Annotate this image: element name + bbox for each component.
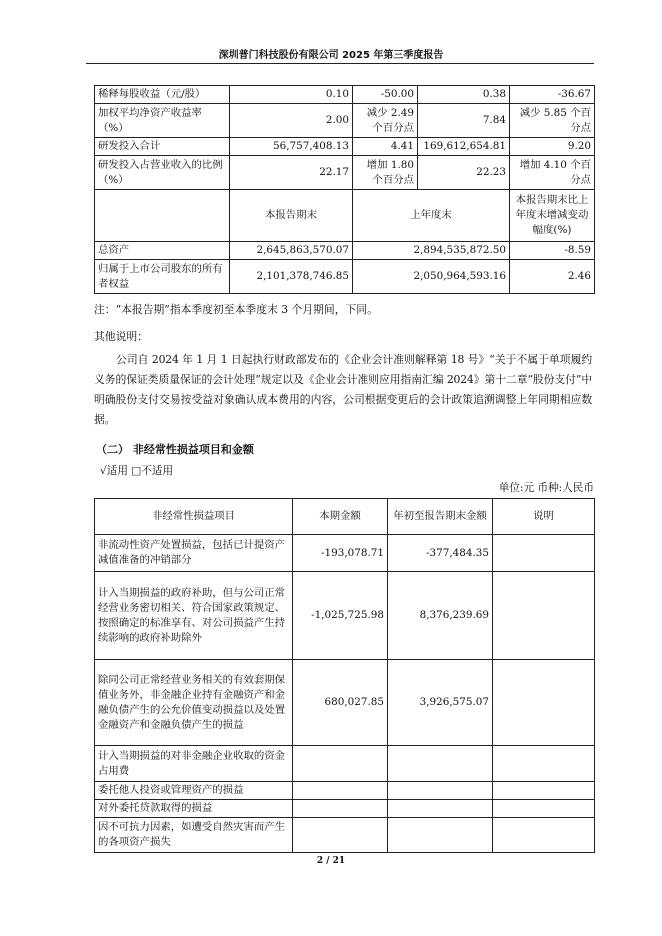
column-header-prior-year-end: 上年度末 — [353, 190, 510, 242]
current-amount — [293, 818, 388, 853]
current-amount: 680,027.85 — [293, 660, 388, 746]
header-divider — [86, 63, 594, 64]
cell-value: 增加 4.10 个百分点 — [510, 156, 595, 190]
row-label: 研发投入占营业收入的比例（%） — [95, 156, 230, 190]
item-note — [493, 572, 595, 660]
cell-value: 7.84 — [418, 104, 510, 138]
current-amount — [293, 746, 388, 782]
cell-value: 22.23 — [418, 156, 510, 190]
column-header-ytd: 年初至报告期末金额 — [388, 499, 493, 535]
table-row — [95, 800, 595, 818]
applicable-options: √适用 □不适用 — [100, 465, 174, 477]
cell-value: 2,894,535,872.50 — [353, 242, 510, 260]
current-amount — [293, 800, 388, 818]
column-header-note: 说明 — [493, 499, 595, 535]
item-note — [493, 800, 595, 818]
item-note — [493, 818, 595, 853]
accounting-policy-paragraph: 公司自 2024 年 1 月 1 日起执行财政部发布的《企业会计准则解释第 18 号》“关于不属于单项履约义务的保证类质量保证的会计处理”规定以及《企业会计准则应用指南汇编 2024》第十二章“股份支付”中明确股份支付交易按受益对象确认成本费用的内容，公司根据变更后的会计政策追溯调整上年同期相应数据。 — [94, 353, 592, 426]
row-label: 加权平均净资产收益率（%） — [95, 104, 230, 138]
table-header-row — [95, 499, 595, 535]
ytd-amount: -377,484.35 — [388, 535, 493, 572]
item-label: 非流动性资产处置损益，包括已计提资产减值准备的冲销部分 — [95, 535, 293, 572]
cell-value: 增加 1.80 个百分点 — [353, 156, 418, 190]
item-note — [493, 660, 595, 746]
cell-value: -50.00 — [353, 86, 418, 104]
cell-value: 2,050,964,593.16 — [353, 260, 510, 294]
column-header-period-end: 本报告期末 — [230, 190, 353, 242]
row-label: 归属于上市公司股东的所有者权益 — [95, 260, 230, 294]
table-row — [95, 572, 595, 660]
cell-value: 2.00 — [230, 104, 353, 138]
current-amount — [293, 782, 388, 800]
cell-value: -8.59 — [510, 242, 595, 260]
ytd-amount: 3,926,575.07 — [388, 660, 493, 746]
row-label: 总资产 — [95, 242, 230, 260]
item-label: 委托他人投资或管理资产的损益 — [95, 782, 293, 800]
cell-value: 169,612,654.81 — [418, 138, 510, 156]
table-row — [95, 242, 595, 260]
table-row — [95, 660, 595, 746]
table-row — [95, 535, 595, 572]
page-number: 2 / 21 — [316, 856, 346, 866]
cell-value: 0.10 — [230, 86, 353, 104]
ytd-amount — [388, 800, 493, 818]
other-notes-label: 其他说明： — [94, 330, 148, 343]
report-header-title: 深圳普门科技股份有限公司 2025 年第三季度报告 — [218, 50, 444, 61]
table-row — [95, 818, 595, 853]
column-header-current: 本期金额 — [293, 499, 388, 535]
ytd-amount — [388, 782, 493, 800]
item-note — [493, 746, 595, 782]
column-header-item: 非经常性损益项目 — [95, 499, 293, 535]
row-label: 稀释每股收益（元/股） — [95, 86, 230, 104]
current-amount: -1,025,725.98 — [293, 572, 388, 660]
item-label: 除同公司正常经营业务相关的有效套期保值业务外，非金融企业持有金融资产和金融负债产生的公允价值变动损益以及处置金融资产和金融负债产生的损益 — [95, 660, 293, 746]
unit-currency-label: 单位:元 币种:人民币 — [498, 482, 594, 494]
row-label — [95, 190, 230, 242]
item-label: 对外委托贷款取得的损益 — [95, 800, 293, 818]
ytd-amount — [388, 746, 493, 782]
table-row — [95, 782, 595, 800]
table-row — [95, 138, 595, 156]
table-subheader-row — [95, 190, 595, 242]
table-note: 注：“本报告期”指本季度初至本季度末 3 个月期间，下同。 — [94, 303, 378, 316]
table-row — [95, 746, 595, 782]
table-row — [95, 104, 595, 138]
table-row — [95, 156, 595, 190]
item-label: 因不可抗力因素，如遭受自然灾害而产生的各项资产损失 — [95, 818, 293, 853]
cell-value: 56,757,408.13 — [230, 138, 353, 156]
cell-value: 4.41 — [353, 138, 418, 156]
ytd-amount: 8,376,239.69 — [388, 572, 493, 660]
cell-value: 9.20 — [510, 138, 595, 156]
cell-value: 2.46 — [510, 260, 595, 294]
cell-value: 2,101,378,746.85 — [230, 260, 353, 294]
table-row — [95, 86, 595, 104]
section-title: （二） 非经常性损益项目和金额 — [96, 443, 254, 456]
ytd-amount — [388, 818, 493, 853]
item-note — [493, 782, 595, 800]
non-recurring-items-table — [94, 498, 595, 853]
column-header-change: 本报告期末比上年度末增减变动幅度(%) — [510, 190, 595, 242]
cell-value: 减少 5.85 个百分点 — [510, 104, 595, 138]
item-note — [493, 535, 595, 572]
row-label: 研发投入合计 — [95, 138, 230, 156]
cell-value: 减少 2.49 个百分点 — [353, 104, 418, 138]
current-amount: -193,078.71 — [293, 535, 388, 572]
item-label: 计入当期损益的对非金融企业收取的资金占用费 — [95, 746, 293, 782]
cell-value: 0.38 — [418, 86, 510, 104]
item-label: 计入当期损益的政府补助，但与公司正常经营业务密切相关、符合国家政策规定、按照确定的标准享有、对公司损益产生持续影响的政府补助除外 — [95, 572, 293, 660]
cell-value: 22.17 — [230, 156, 353, 190]
cell-value: -36.67 — [510, 86, 595, 104]
key-indicators-table — [94, 85, 595, 294]
table-row — [95, 260, 595, 294]
cell-value: 2,645,863,570.07 — [230, 242, 353, 260]
